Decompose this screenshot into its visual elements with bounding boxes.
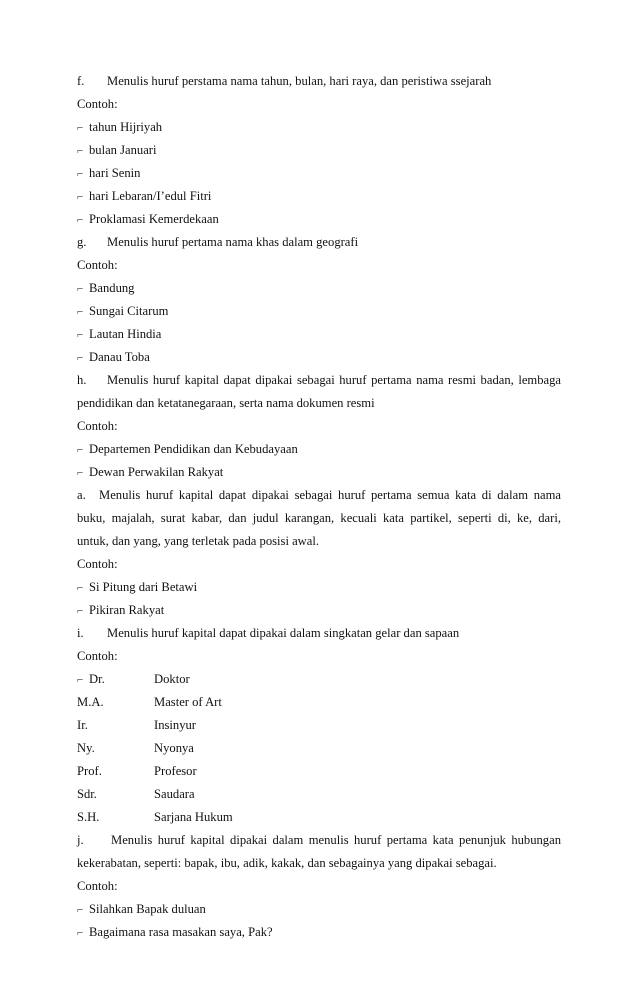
example-item: ⌐ Si Pitung dari Betawi [77, 580, 198, 594]
example-label: Contoh: [77, 557, 118, 571]
example-item: ⌐ Sungai Citarum [77, 304, 169, 318]
example-item: ⌐ Pikiran Rakyat [77, 603, 165, 617]
bullet-icon: ⌐ [77, 214, 84, 226]
bullet-icon: ⌐ [77, 352, 84, 364]
bullet-icon: ⌐ [77, 927, 84, 939]
example-item: ⌐ hari Senin [77, 166, 141, 180]
abbreviation-meaning: Profesor [154, 764, 197, 778]
rule-j-heading: j. Menulis huruf kapital dipakai dalam menulis huruf pertama kata penunjuk hubungan [77, 833, 561, 847]
example-label: Contoh: [77, 649, 118, 663]
bullet-icon: ⌐ [77, 582, 84, 594]
example-item: ⌐ bulan Januari [77, 143, 157, 157]
example-item: ⌐ Danau Toba [77, 350, 150, 364]
abbreviation-meaning: Saudara [154, 787, 195, 801]
abbreviation-meaning: Doktor [154, 672, 190, 686]
example-item: ⌐ Silahkan Bapak duluan [77, 902, 206, 916]
example-item: ⌐ Departemen Pendidikan dan Kebudayaan [77, 442, 298, 456]
example-item: ⌐ Bandung [77, 281, 135, 295]
abbreviation-term: Ny. [77, 741, 95, 755]
example-label: Contoh: [77, 419, 118, 433]
bullet-icon: ⌐ [77, 329, 84, 341]
abbreviation-term: S.H. [77, 810, 100, 824]
abbreviation-term: Ir. [77, 718, 88, 732]
bullet-icon: ⌐ [77, 904, 84, 916]
bullet-icon: ⌐ [77, 283, 84, 295]
bullet-icon: ⌐ [77, 191, 84, 203]
bullet-icon: ⌐ [77, 444, 84, 456]
bullet-icon: ⌐ [77, 674, 84, 686]
rule-i-heading: i. Menulis huruf kapital dapat dipakai dalam singkatan gelar dan sapaan [77, 626, 460, 640]
abbreviation-meaning: Nyonya [154, 741, 194, 755]
rule-j-continuation: kekerabatan, seperti: bapak, ibu, adik, kakak, dan sebagainya yang dipakai sebagai. [77, 856, 497, 870]
rule-h-heading: h. Menulis huruf kapital dapat dipakai sebagai huruf pertama nama resmi badan, lembaga [77, 373, 561, 387]
bullet-icon: ⌐ [77, 145, 84, 157]
abbreviation-meaning: Sarjana Hukum [154, 810, 233, 824]
rule-f-heading: f. Menulis huruf perstama nama tahun, bulan, hari raya, dan peristiwa ssejarah [77, 74, 492, 88]
example-label: Contoh: [77, 97, 118, 111]
bullet-icon: ⌐ [77, 467, 84, 479]
example-item: ⌐ Lautan Hindia [77, 327, 162, 341]
abbreviation-meaning: Master of Art [154, 695, 222, 709]
example-label: Contoh: [77, 879, 118, 893]
rule-a-continuation: untuk, dan yang, yang terletak pada posisi awal. [77, 534, 320, 548]
example-item: ⌐ Proklamasi Kemerdekaan [77, 212, 219, 226]
bullet-icon: ⌐ [77, 605, 84, 617]
abbreviation-term: ⌐ Dr. [77, 672, 105, 686]
abbreviation-term: Sdr. [77, 787, 97, 801]
abbreviation-term: Prof. [77, 764, 102, 778]
example-item: ⌐ Dewan Perwakilan Rakyat [77, 465, 224, 479]
example-item: ⌐ Bagaimana rasa masakan saya, Pak? [77, 925, 273, 939]
bullet-icon: ⌐ [77, 168, 84, 180]
rule-a-continuation: buku, majalah, surat kabar, dan judul karangan, kecuali kata partikel, seperti di, ke, dari, [77, 511, 561, 525]
abbreviation-meaning: Insinyur [154, 718, 196, 732]
rule-a-heading: a. Menulis huruf kapital dapat dipakai sebagai huruf pertama semua kata di dalam nama [77, 488, 561, 502]
example-item: ⌐ tahun Hijriyah [77, 120, 163, 134]
example-item: ⌐ hari Lebaran/I’edul Fitri [77, 189, 212, 203]
abbreviation-term: M.A. [77, 695, 104, 709]
example-label: Contoh: [77, 258, 118, 272]
rule-g-heading: g. Menulis huruf pertama nama khas dalam geografi [77, 235, 359, 249]
bullet-icon: ⌐ [77, 306, 84, 318]
rule-h-continuation: pendidikan dan ketatanegaraan, serta nama dokumen resmi [77, 396, 375, 410]
bullet-icon: ⌐ [77, 122, 84, 134]
